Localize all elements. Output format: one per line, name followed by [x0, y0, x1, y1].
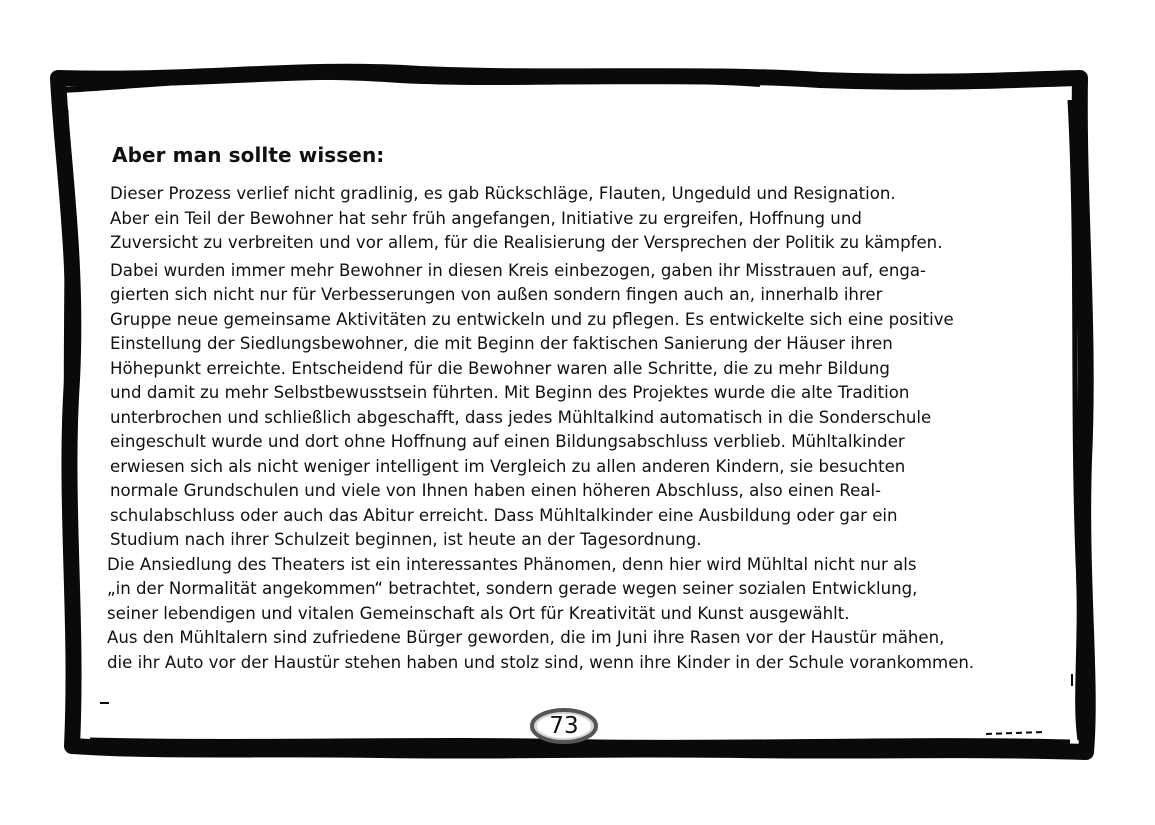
text-line: „in der Normalität angekommen“ betrachtet, sondern gerade wegen seiner sozialen Entwicklung,	[107, 579, 918, 598]
text-line: eingeschult wurde und dort ohne Hoffnung auf einen Bildungsabschluss verblieb. Mühltalkinder	[110, 432, 905, 451]
text-line: Studium nach ihrer Schulzeit beginnen, ist heute an der Tagesordnung.	[110, 530, 702, 549]
text-line: Aber ein Teil der Bewohner hat sehr früh angefangen, Initiative zu ergreifen, Hoffnung und	[110, 208, 862, 228]
text-line: erwiesen sich als nicht weniger intelligent im Vergleich zu allen anderen Kindern, sie besuchten	[110, 456, 906, 476]
text-line: Höhepunkt erreichte. Entscheidend für die Bewohner waren alle Schritte, die zu mehr Bildung	[110, 358, 890, 378]
stray-mark-right	[986, 732, 1044, 734]
page-number-badge	[529, 707, 599, 745]
text-line: Gruppe neue gemeinsame Aktivitäten zu entwickeln und zu pflegen. Es entwickelte sich eine positive	[110, 309, 954, 329]
text-line: und damit zu mehr Selbstbewusstsein führten. Mit Beginn des Projektes wurde die alte Tradition	[110, 383, 910, 402]
text-line: normale Grundschulen und viele von Ihnen haben einen höheren Abschluss, also einen Real-	[110, 481, 882, 500]
text-line: Aus den Mühltalern sind zufriedene Bürger geworden, die im Juni ihre Rasen vor der Haustür mähen,	[107, 628, 945, 647]
text-line: die ihr Auto vor der Haustür stehen haben und stolz sind, wenn ihre Kinder in der Schule vorankommen.	[107, 652, 975, 672]
text-content	[107, 142, 1055, 675]
text-line: Zuversicht zu verbreiten und vor allem, für die Realisierung der Versprechen der Politik zu kämpfen.	[110, 233, 943, 252]
text-line: Dabei wurden immer mehr Bewohner in diesen Kreis einbezogen, gaben ihr Misstrauen auf, enga-	[110, 260, 927, 280]
text-line: gierten sich nicht nur für Verbesserungen von außen sondern fingen auch an, innerhalb ihrer	[110, 285, 883, 304]
text-line: Einstellung der Siedlungsbewohner, die mit Beginn der faktischen Sanierung der Häuser ihren	[110, 334, 893, 353]
paragraph-body	[107, 259, 1055, 676]
page-number: 73	[549, 713, 579, 739]
text-line: Die Ansiedlung des Theaters ist ein interessantes Phänomen, denn hier wird Mühltal nicht nur als	[107, 554, 917, 574]
text-line: seiner lebendigen und vitalen Gemeinschaft als Ort für Kreativität und Kunst ausgewählt.	[107, 603, 850, 623]
paragraph-intro	[110, 182, 1055, 256]
section-heading: Aber man sollte wissen:	[112, 143, 385, 167]
text-line: unterbrochen und schließlich abgeschafft, dass jedes Mühltalkind automatisch in die Sonderschule	[110, 407, 932, 427]
text-line: schulabschluss oder auch das Abitur erreicht. Dass Mühltalkinder eine Ausbildung oder gar ein	[110, 505, 898, 525]
text-line: Dieser Prozess verlief nicht gradlinig, es gab Rückschläge, Flauten, Ungeduld und Resignation.	[110, 184, 896, 203]
